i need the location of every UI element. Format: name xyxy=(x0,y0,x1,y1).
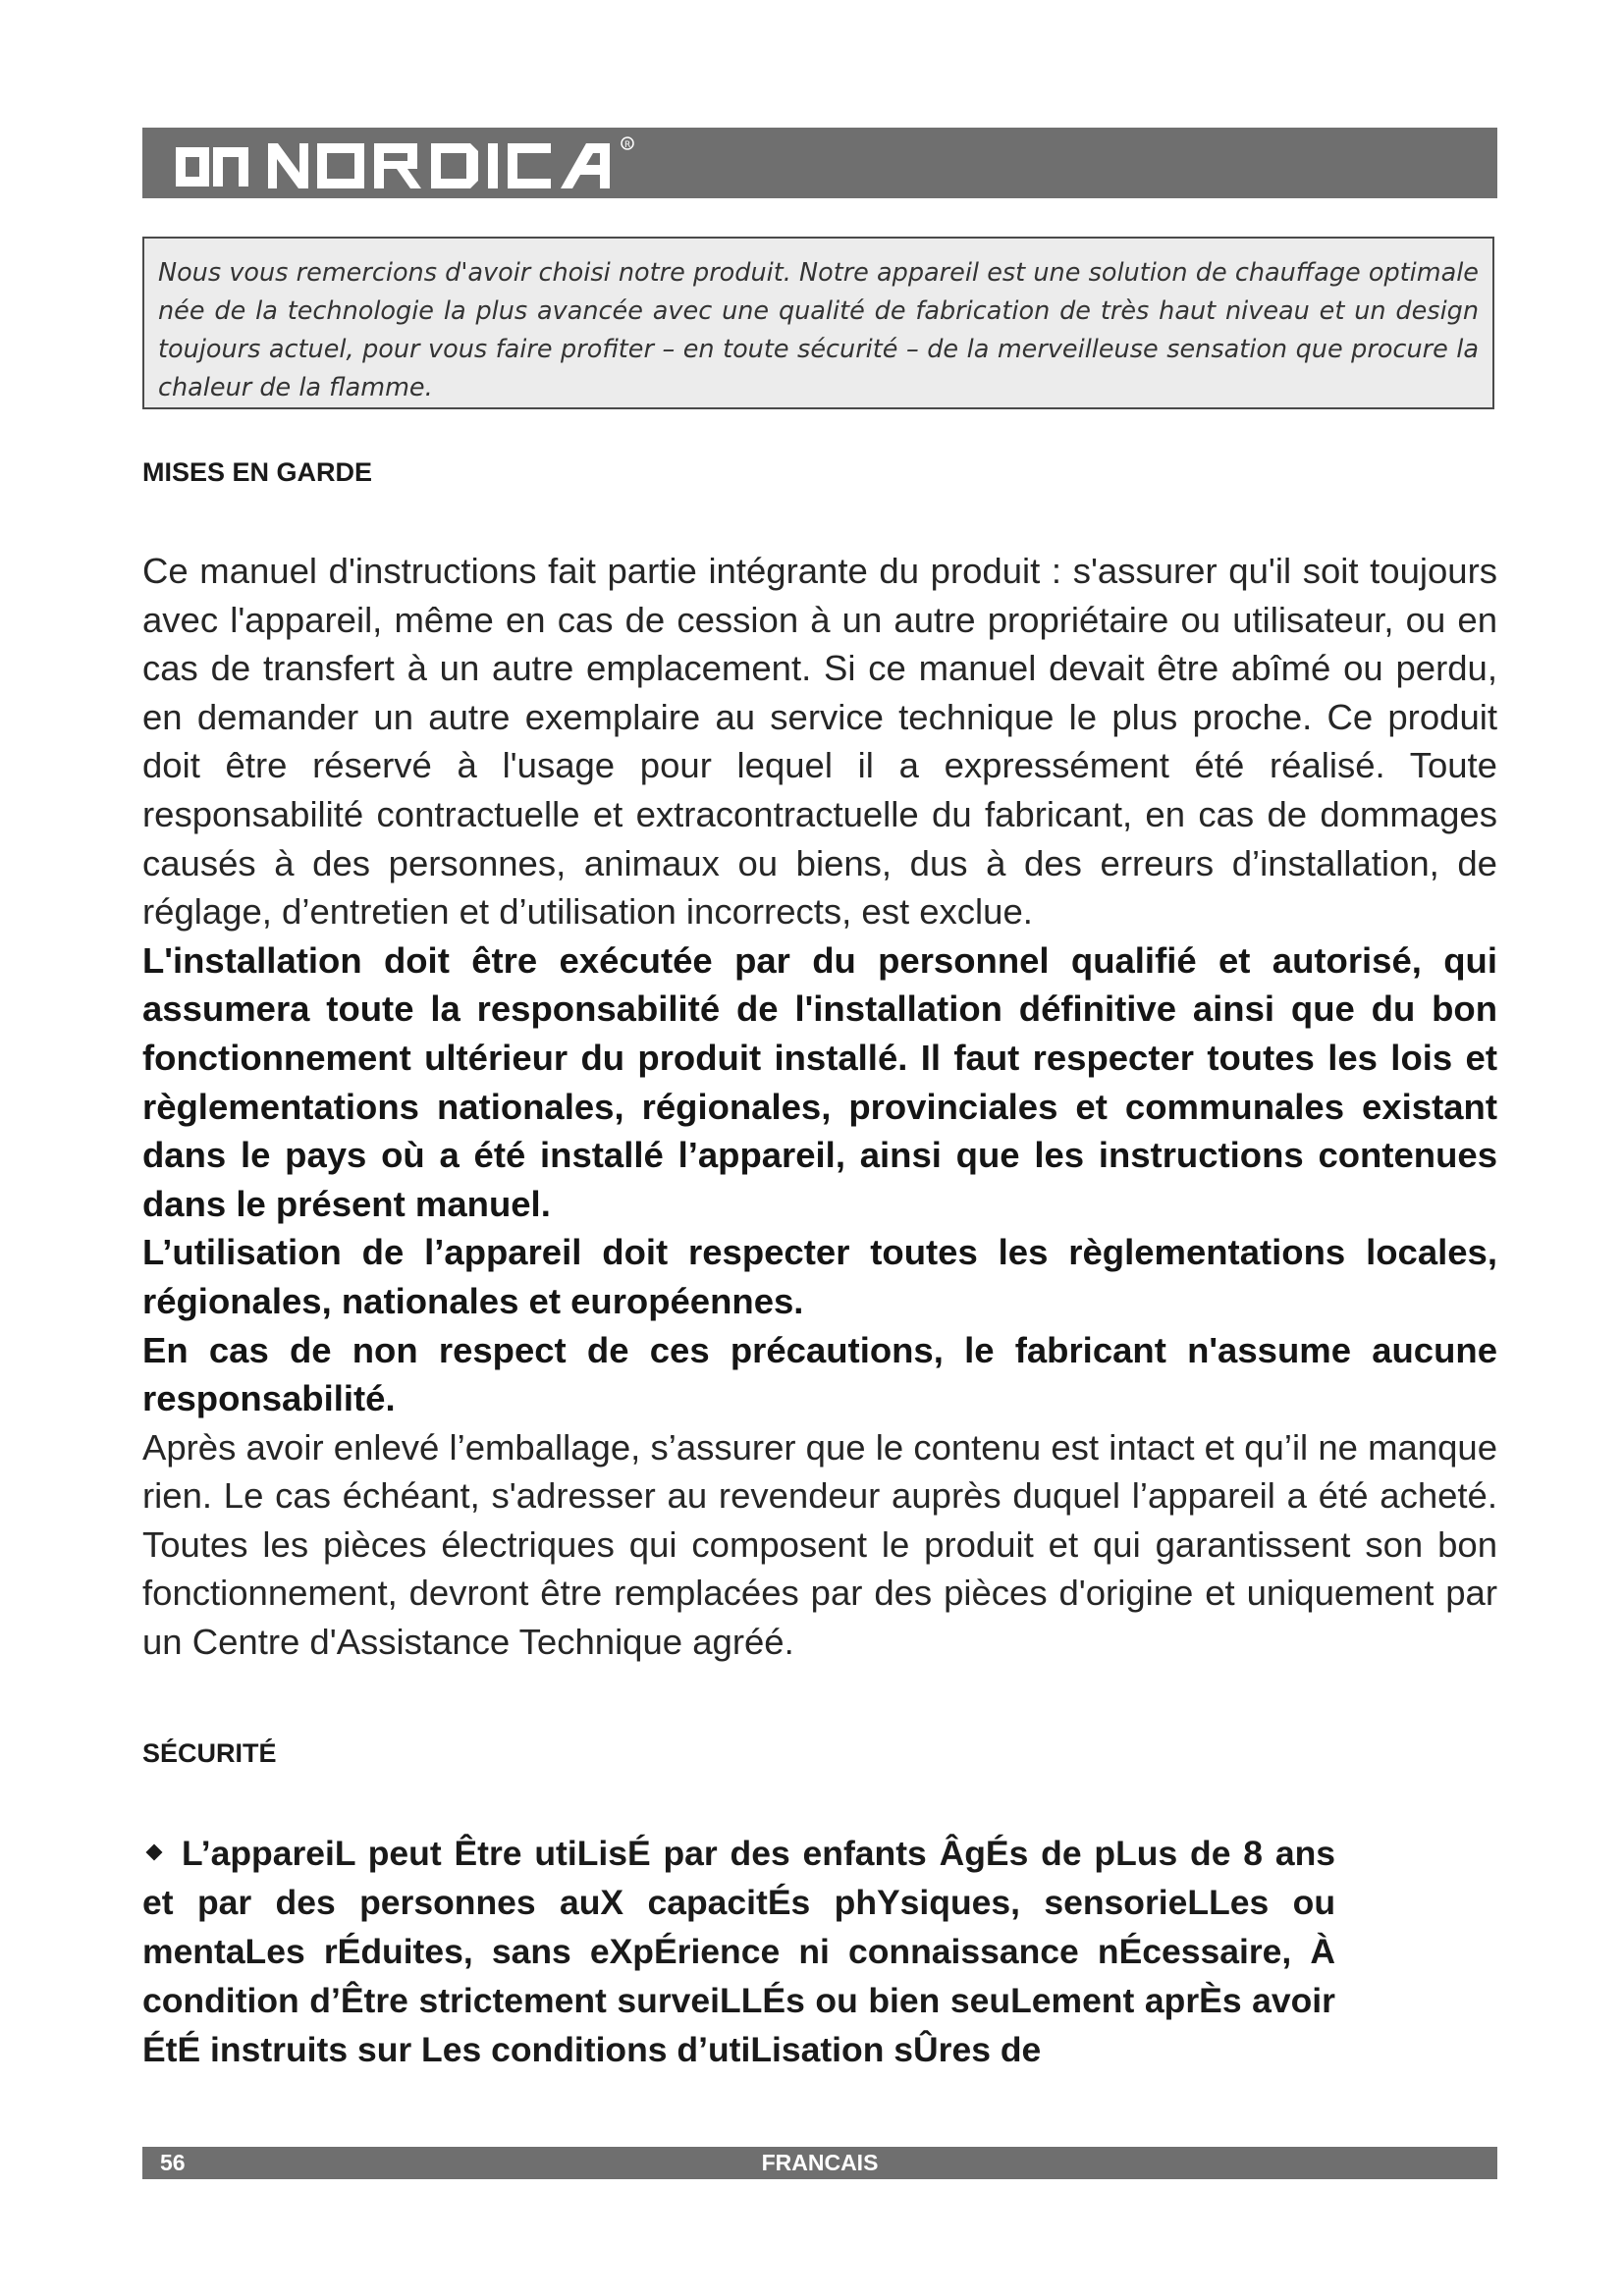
safety-bullet-text: L’appareiL peut Être utiLisÉ par des enfants ÂgÉs de pLus de 8 ans et par des personnes auX capacitÉs phYsiques, sensorieLLes ou mentaLes rÉduites, sans eXpÉrience ni connaissance nÉcessaire, À condition d’Être strictement surveiLLÉs ou bien seuLement aprÈs avoir ÉtÉ instruits sur Les conditions d’utiLisation sÛres de xyxy=(142,1834,1335,2069)
warnings-paragraph-installation: L'installation doit être exécutée par du personnel qualifié et autorisé, qui assumera toute la responsabilité de l'installation définitive ainsi que du bon fonctionnement ultérieur du produit installé. Il faut respecter toutes les lois et règlementations nationales, régionales, provinciales et communales existant dans le pays où a été installé l’appareil, ainsi que les instructions contenues dans le présent manuel. xyxy=(142,939,1497,1224)
diamond-bullet-icon xyxy=(146,1843,163,1860)
footer-bar xyxy=(142,2147,1497,2179)
page-number: 56 xyxy=(160,2150,186,2175)
warnings-heading: MISES EN GARDE xyxy=(142,457,373,487)
language-label: FRANCAIS xyxy=(761,2150,879,2175)
svg-text:R: R xyxy=(624,140,631,150)
safety-list xyxy=(142,1829,1335,2074)
warnings-paragraph-regulations: L’utilisation de l’appareil doit respecter toutes les règlementations locales, régionales, nationales et européennes. xyxy=(142,1232,1497,1321)
warnings-body xyxy=(142,547,1497,1667)
safety-heading: SÉCURITÉ xyxy=(142,1738,277,1768)
intro-text: Nous vous remercions d'avoir choisi notre produit. Notre appareil est une solution de chauffage optimale née de la technologie la plus avancée avec une qualité de fabrication de très haut niveau et un design toujours actuel, pour vous faire profiter – en toute sécurité – de la merveilleuse sensation que procure la chaleur de la flamme. xyxy=(158,258,1479,402)
safety-bullet-item xyxy=(142,1829,1335,2074)
warnings-paragraph-unpacking: Après avoir enlevé l’emballage, s’assurer que le contenu est intact et qu’il ne manque rien. Le cas échéant, s'adresser au revendeur auprès duquel l’appareil a été acheté. Toutes les pièces électriques qui composent le produit et qui garantissent son bon fonctionnement, devront être remplacées par des pièces d'origine et uniquement par un Centre d'Assistance Technique agréé. xyxy=(142,1426,1497,1663)
warnings-paragraph-liability: En cas de non respect de ces précautions, le fabricant n'assume aucune responsabilité. xyxy=(142,1329,1497,1419)
header-bar xyxy=(142,128,1497,198)
nordica-logo-icon xyxy=(174,133,684,192)
intro-box xyxy=(142,237,1494,409)
warnings-paragraph-manual: Ce manuel d'instructions fait partie intégrante du produit : s'assurer qu'il soit toujours avec l'appareil, même en cas de cession à un autre propriétaire ou utilisateur, ou en cas de transfert à un autre emplacement. Si ce manuel devait être abîmé ou perdu, en demander un autre exemplaire au service technique le plus proche. Ce produit doit être réservé à l'usage pour lequel il a expressément été réalisé. Toute responsabilité contractuelle et extracontractuelle du fabricant, en cas de dommages causés à des personnes, animaux ou biens, dus à des erreurs d’installation, de réglage, d’entretien et d’utilisation incorrects, est exclue. xyxy=(142,551,1497,933)
